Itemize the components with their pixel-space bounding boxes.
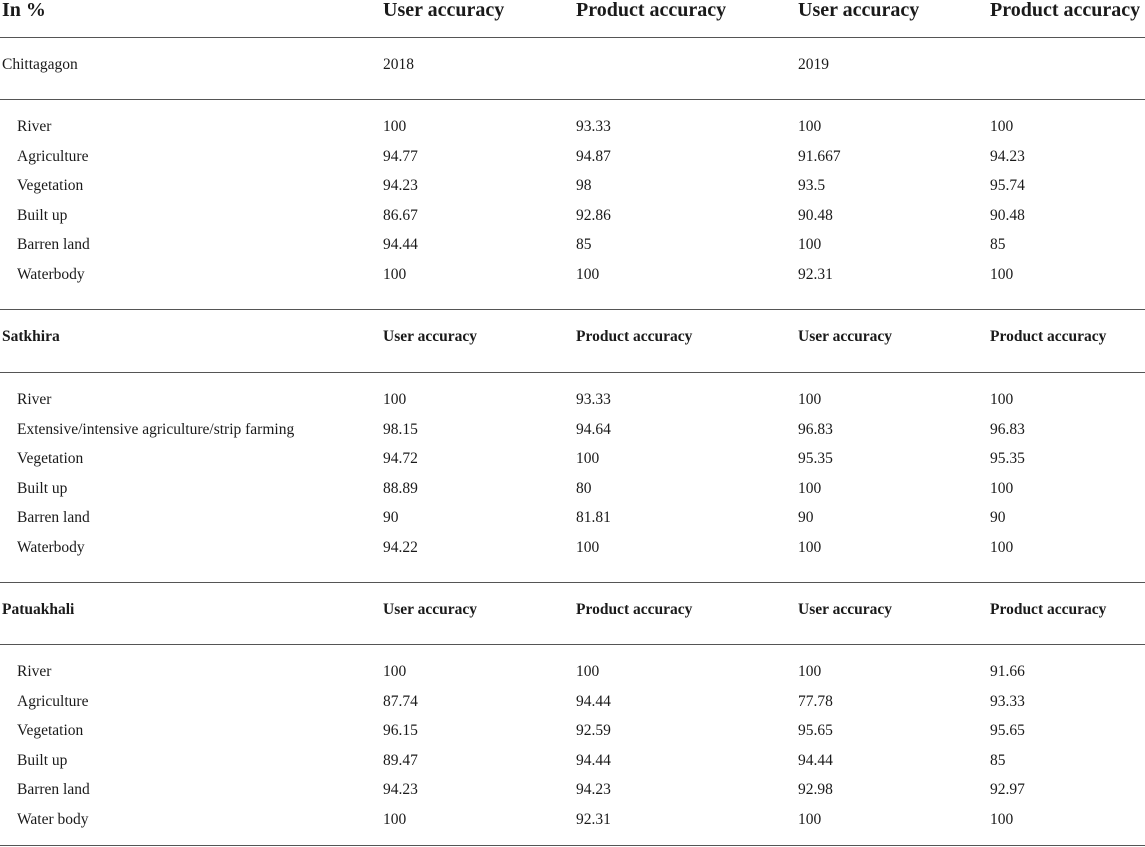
row-value: 94.64: [576, 420, 611, 438]
row-value: 93.5: [798, 177, 826, 195]
row-label: River: [17, 118, 52, 135]
row-value: 88.89: [383, 479, 418, 497]
row-value: 98: [576, 177, 592, 195]
row-value: 92.59: [576, 722, 611, 740]
table-row: [0, 201, 1145, 231]
row-value: 100: [383, 118, 407, 135]
header-user-accuracy-2: User accuracy: [798, 0, 920, 21]
row-value: 96.83: [990, 420, 1025, 438]
table-row: [0, 746, 1145, 776]
table-row: [0, 171, 1145, 201]
row-value: 92.31: [576, 811, 611, 828]
table-row: [0, 805, 1145, 835]
row-value: 92.31: [798, 266, 833, 283]
row-value: 100: [576, 266, 600, 283]
row-label: Built up: [17, 751, 68, 769]
row-value: 85: [576, 236, 592, 254]
row-value: 85: [990, 236, 1006, 254]
row-label: Barren land: [17, 781, 90, 799]
row-label: Agriculture: [17, 692, 89, 710]
row-value: 92.86: [576, 206, 611, 224]
section-col2: Product accuracy: [576, 328, 693, 345]
row-value: 94.44: [576, 692, 611, 710]
row-label: Barren land: [17, 236, 90, 254]
row-value: 98.15: [383, 420, 418, 438]
row-value: 77.78: [798, 692, 833, 710]
row-value: 95.65: [798, 722, 833, 740]
row-value: 100: [798, 479, 822, 497]
row-value: 94.77: [383, 147, 418, 165]
row-value: 91.667: [798, 147, 841, 165]
section-name: Patuakhali: [2, 601, 75, 618]
rule-section-end: [0, 309, 1145, 310]
row-label: Vegetation: [17, 177, 84, 195]
row-value: 100: [798, 539, 822, 556]
row-value: 94.23: [383, 781, 418, 799]
row-value: 100: [383, 811, 407, 828]
row-value: 94.23: [383, 177, 418, 195]
header-product-accuracy-1: Product accuracy: [576, 0, 727, 21]
row-label: Agriculture: [17, 147, 89, 165]
row-value: 100: [990, 539, 1014, 556]
row-value: 100: [798, 236, 822, 254]
row-value: 87.74: [383, 692, 418, 710]
row-value: 93.33: [576, 391, 611, 408]
section-col4: Product accuracy: [990, 601, 1107, 618]
section-header-row: [0, 322, 1145, 352]
rule-section-end: [0, 582, 1145, 583]
row-value: 94.44: [383, 236, 418, 254]
row-value: 90: [383, 509, 399, 527]
row-label: Vegetation: [17, 450, 84, 468]
row-value: 90: [798, 509, 814, 527]
table-row: [0, 444, 1145, 474]
row-value: 100: [798, 663, 822, 680]
row-value: 94.72: [383, 450, 418, 468]
row-value: 100: [576, 450, 600, 468]
section-name: Satkhira: [2, 328, 60, 345]
row-value: 94.87: [576, 147, 611, 165]
table-row: [0, 716, 1145, 746]
section-name: Chittagagon: [2, 56, 78, 73]
row-value: 96.83: [798, 420, 833, 438]
section-col1: 2018: [383, 56, 414, 73]
rule-section: [0, 644, 1145, 645]
table-row: [0, 260, 1145, 290]
row-value: 100: [383, 266, 407, 283]
row-value: 95.35: [990, 450, 1025, 468]
table-row: [0, 533, 1145, 563]
table-row: [0, 503, 1145, 533]
rule-section: [0, 99, 1145, 100]
row-value: 100: [990, 391, 1014, 408]
rule-header: [0, 37, 1145, 38]
section-col3: User accuracy: [798, 328, 892, 345]
row-value: 93.33: [576, 118, 611, 135]
header-product-accuracy-2: Product accuracy: [990, 0, 1141, 21]
row-value: 100: [798, 118, 822, 135]
row-value: 100: [798, 811, 822, 828]
section-col4: Product accuracy: [990, 328, 1107, 345]
section-col3: 2019: [798, 56, 829, 73]
row-value: 90.48: [990, 206, 1025, 224]
row-label: Built up: [17, 479, 68, 497]
row-value: 95.74: [990, 177, 1025, 195]
row-label: River: [17, 663, 52, 680]
row-label: Waterbody: [17, 539, 85, 556]
table-row: [0, 474, 1145, 504]
row-value: 91.66: [990, 663, 1025, 680]
row-value: 90.48: [798, 206, 833, 224]
row-value: 94.22: [383, 539, 418, 556]
table-row: [0, 775, 1145, 805]
row-value: 94.23: [576, 781, 611, 799]
row-label: Vegetation: [17, 722, 84, 740]
row-value: 96.15: [383, 722, 418, 740]
table-row: [0, 112, 1145, 142]
row-value: 94.44: [798, 751, 833, 769]
row-value: 93.33: [990, 692, 1025, 710]
row-value: 95.65: [990, 722, 1025, 740]
section-col3: User accuracy: [798, 601, 892, 618]
header-label: In %: [2, 0, 46, 21]
header-user-accuracy-1: User accuracy: [383, 0, 505, 21]
row-value: 81.81: [576, 509, 611, 527]
row-value: 100: [383, 391, 407, 408]
table-row: [0, 415, 1145, 445]
rule-table-bottom: [0, 845, 1145, 846]
row-value: 94.44: [576, 751, 611, 769]
row-value: 100: [990, 266, 1014, 283]
row-label: Water body: [17, 811, 89, 828]
row-value: 100: [990, 811, 1014, 828]
row-label: Built up: [17, 206, 68, 224]
row-value: 80: [576, 479, 592, 497]
row-value: 90: [990, 509, 1006, 527]
row-value: 100: [990, 118, 1014, 135]
row-value: 100: [990, 479, 1014, 497]
row-value: 89.47: [383, 751, 418, 769]
row-value: 100: [383, 663, 407, 680]
section-header-row: [0, 50, 1145, 80]
row-value: 85: [990, 751, 1006, 769]
table-row: [0, 657, 1145, 687]
table-header-row: [0, 0, 1145, 20]
table-row: [0, 385, 1145, 415]
section-col1: User accuracy: [383, 328, 477, 345]
row-value: 86.67: [383, 206, 418, 224]
section-col1: User accuracy: [383, 601, 477, 618]
row-value: 92.97: [990, 781, 1025, 799]
table-row: [0, 142, 1145, 172]
table-row: [0, 230, 1145, 260]
section-header-row: [0, 595, 1145, 625]
row-value: 100: [798, 391, 822, 408]
rule-section: [0, 372, 1145, 373]
row-value: 95.35: [798, 450, 833, 468]
row-label: Barren land: [17, 509, 90, 527]
row-value: 92.98: [798, 781, 833, 799]
row-value: 100: [576, 539, 600, 556]
row-label: Waterbody: [17, 266, 85, 283]
table-row: [0, 687, 1145, 717]
row-label: Extensive/intensive agriculture/strip farming: [17, 420, 295, 438]
row-value: 100: [576, 663, 600, 680]
section-col2: Product accuracy: [576, 601, 693, 618]
row-value: 94.23: [990, 147, 1025, 165]
row-label: River: [17, 391, 52, 408]
